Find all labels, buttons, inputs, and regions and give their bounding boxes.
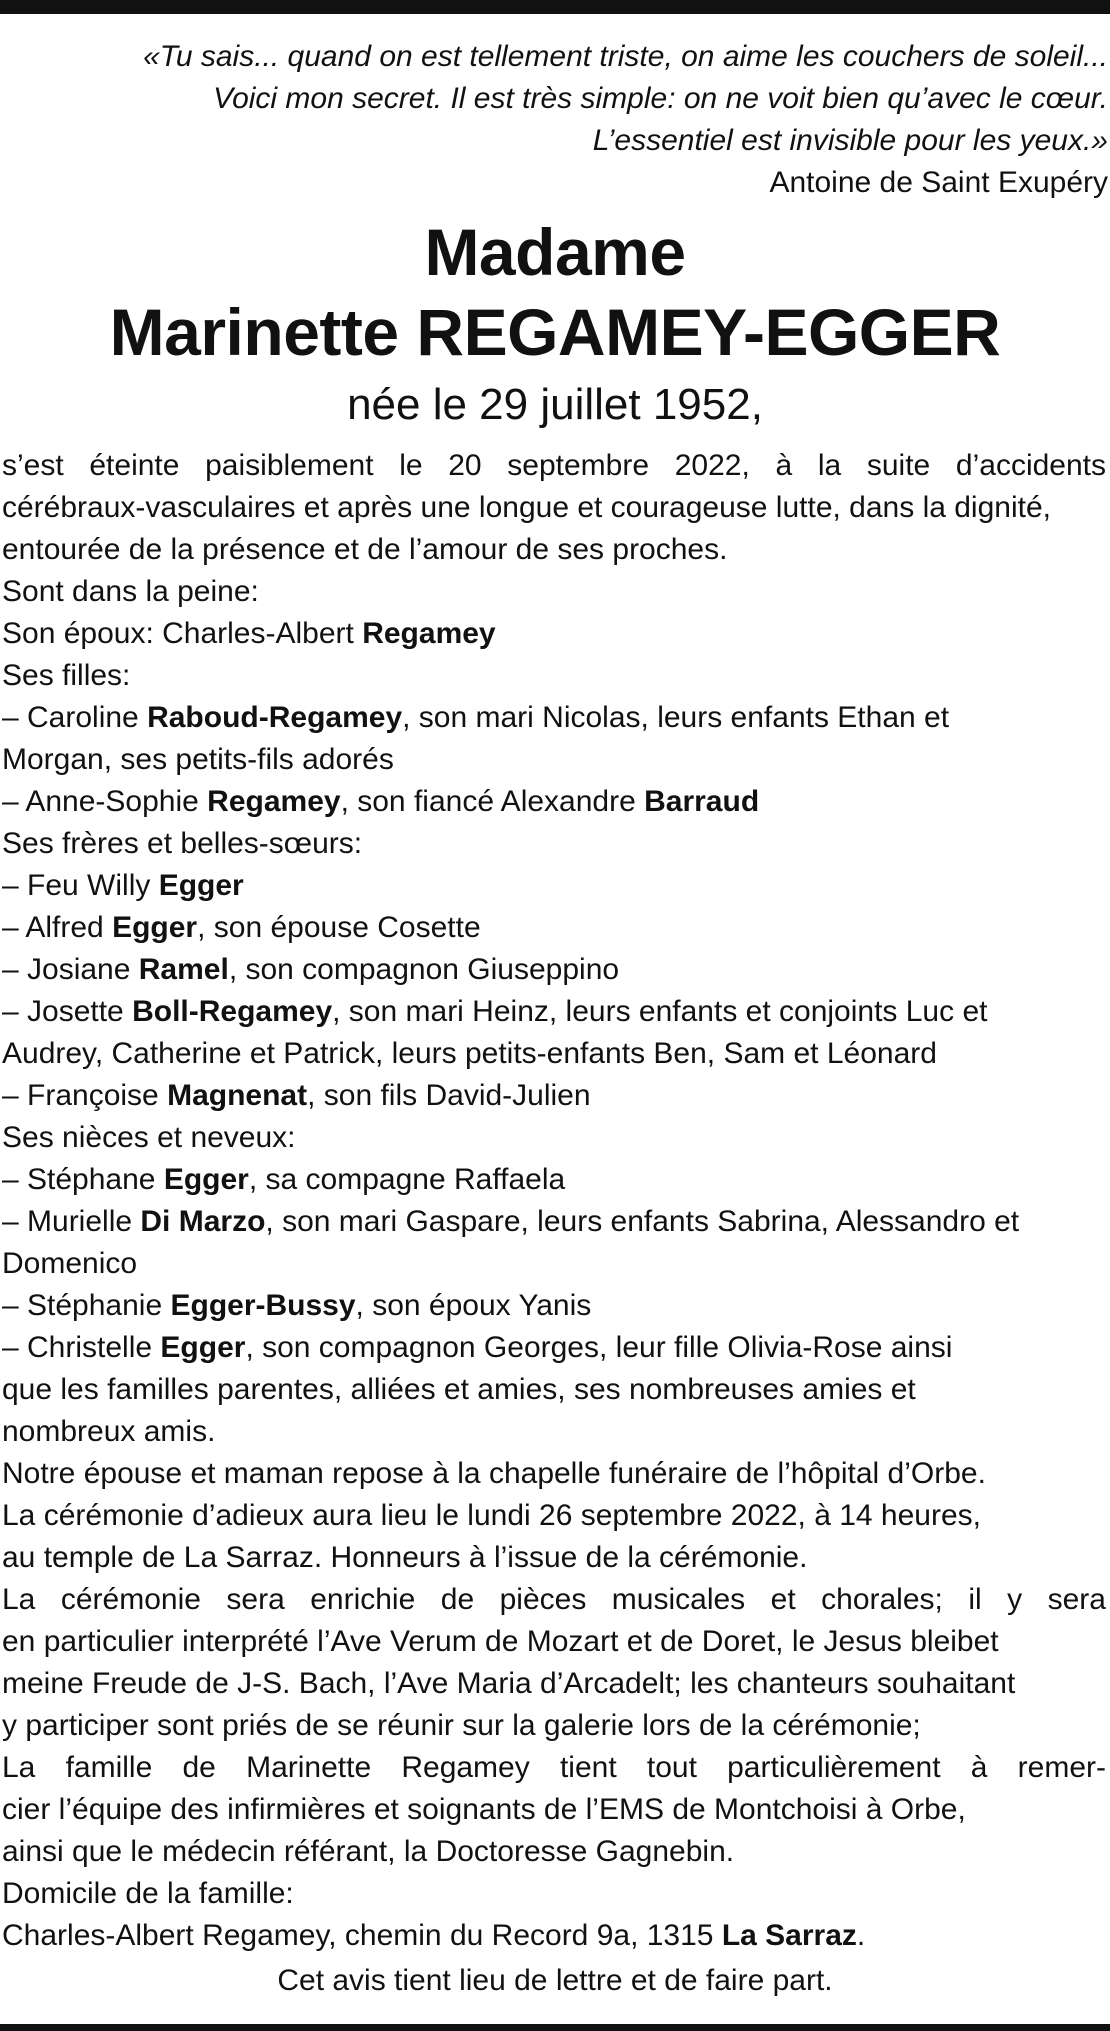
sibling-4-rest: , son mari Heinz, leurs enfants et conjoints Luc et <box>332 995 988 1028</box>
daughter-2-prefix: – Anne-Sophie <box>2 785 208 818</box>
resting-place: Notre épouse et maman repose à la chapelle funéraire de l’hôpital d’Orbe. <box>2 1457 986 1490</box>
sibling-1-surname: Egger <box>158 869 244 902</box>
thanks-line-2: cier l’équipe des infirmières et soignants de l’EMS de Montchoisi à Orbe, <box>2 1793 966 1826</box>
daughters-heading: Ses filles: <box>2 659 131 692</box>
sibling-4-prefix: – Josette <box>2 995 133 1028</box>
sibling-3-rest: , son compagnon Giuseppino <box>228 953 620 986</box>
niece-4-prefix: – Christelle <box>2 1331 161 1364</box>
sibling-1-prefix: – Feu Willy <box>2 869 159 902</box>
sibling-3-prefix: – Josiane <box>2 953 139 986</box>
spouse-prefix: Son époux: Charles-Albert <box>2 617 363 650</box>
bottom-border-rule <box>0 2024 1110 2031</box>
sibling-3-surname: Ramel <box>138 953 229 986</box>
domicile-address <box>2 1915 1106 1957</box>
music-line-3: meine Freude de J-S. Bach, l’Ave Maria d’Arcadelt; les chanteurs souhaitant <box>2 1667 1016 1700</box>
daughter-2-surname: Regamey <box>207 785 341 818</box>
thanks-line-1: La famille de Marinette Regamey tient tout particulièrement à remer- <box>2 1751 1106 1784</box>
niece-2-surname: Di Marzo <box>140 1205 266 1238</box>
niece-4-surname: Egger <box>160 1331 246 1364</box>
quote-line-1: «Tu sais... quand on est tellement triste, on aime les couchers de soleil... <box>143 40 1108 73</box>
spouse-surname: Regamey <box>362 617 496 650</box>
niece-4-continuation-1: que les familles parentes, alliées et amies, ses nombreuses amies et <box>2 1373 916 1406</box>
mourners-heading: Sont dans la peine: <box>2 575 259 608</box>
niece-2-line <box>2 1201 1106 1243</box>
daughter-1-continuation: Morgan, ses petits-fils adorés <box>2 743 394 776</box>
deceased-heading <box>0 212 1110 434</box>
sibling-5-prefix: – Françoise <box>2 1079 168 1112</box>
niece-3-surname: Egger-Bussy <box>170 1289 356 1322</box>
domicile-town: La Sarraz <box>721 1919 857 1952</box>
birth-date: née le 29 juillet 1952, <box>347 380 763 429</box>
salutation: Madame <box>424 215 686 289</box>
niece-2-rest: , son mari Gaspare, leurs enfants Sabrina, Alessandro et <box>265 1205 1020 1238</box>
epigraph-quote <box>18 36 1108 204</box>
music-line-1: La cérémonie sera enrichie de pièces musicales et chorales; il y sera <box>2 1583 1106 1616</box>
siblings-heading: Ses frères et belles-sœurs: <box>2 827 363 860</box>
intro-line-3: entourée de la présence et de l’amour de ses proches. <box>2 533 728 566</box>
niece-3-prefix: – Stéphanie <box>2 1289 171 1322</box>
daughter-1-line <box>2 697 1106 739</box>
sibling-1-line <box>2 865 1106 907</box>
niece-1-prefix: – Stéphane <box>2 1163 164 1196</box>
daughter-2-middle: , son fiancé Alexandre <box>340 785 645 818</box>
daughter-2-fiance-surname: Barraud <box>644 785 760 818</box>
niece-1-rest: , sa compagne Raffaela <box>248 1163 566 1196</box>
domicile-heading: Domicile de la famille: <box>2 1877 294 1910</box>
niece-1-surname: Egger <box>163 1163 249 1196</box>
spouse-line <box>2 613 1106 655</box>
ceremony-line-2: au temple de La Sarraz. Honneurs à l’issue de la cérémonie. <box>2 1541 808 1574</box>
intro-line-1: s’est éteinte paisiblement le 20 septembre 2022, à la suite d’accidents <box>2 449 1106 482</box>
daughter-1-prefix: – Caroline <box>2 701 148 734</box>
sibling-2-surname: Egger <box>112 911 198 944</box>
quote-line-2: Voici mon secret. Il est très simple: on ne voit bien qu’avec le cœur. <box>213 82 1108 115</box>
quote-author: Antoine de Saint Exupéry <box>769 166 1108 199</box>
niece-3-line <box>2 1285 1106 1327</box>
niece-2-prefix: – Murielle <box>2 1205 141 1238</box>
intro-line-2: cérébraux-vasculaires et après une longue et courageuse lutte, dans la dignité, <box>2 491 1051 524</box>
thanks-line-3: ainsi que le médecin référant, la Doctoresse Gagnebin. <box>2 1835 735 1868</box>
niece-1-line <box>2 1159 1106 1201</box>
sibling-2-prefix: – Alfred <box>2 911 113 944</box>
niece-4-rest: , son compagnon Georges, leur fille Olivia-Rose ainsi <box>245 1331 953 1364</box>
niece-4-line <box>2 1327 1106 1369</box>
sibling-3-line <box>2 949 1106 991</box>
domicile-suffix: . <box>856 1919 866 1952</box>
nieces-heading: Ses nièces et neveux: <box>2 1121 296 1154</box>
sibling-5-line <box>2 1075 1106 1117</box>
sibling-5-surname: Magnenat <box>167 1079 308 1112</box>
daughter-2-line <box>2 781 1106 823</box>
sibling-2-line <box>2 907 1106 949</box>
sibling-4-continuation: Audrey, Catherine et Patrick, leurs petits-enfants Ben, Sam et Léonard <box>2 1037 937 1070</box>
notice-body <box>2 445 1106 1957</box>
niece-2-continuation: Domenico <box>2 1247 138 1280</box>
daughter-1-surname: Raboud-Regamey <box>147 701 403 734</box>
sibling-4-surname: Boll-Regamey <box>132 995 333 1028</box>
deceased-name: Marinette REGAMEY-EGGER <box>109 295 1001 369</box>
sibling-4-line <box>2 991 1106 1033</box>
ceremony-line-1: La cérémonie d’adieux aura lieu le lundi 26 septembre 2022, à 14 heures, <box>2 1499 981 1532</box>
sibling-5-rest: , son fils David-Julien <box>307 1079 591 1112</box>
quote-line-3: L’essentiel est invisible pour les yeux.» <box>592 124 1108 157</box>
daughter-1-rest: , son mari Nicolas, leurs enfants Ethan et <box>402 701 950 734</box>
sibling-2-rest: , son épouse Cosette <box>197 911 481 944</box>
music-line-4: y participer sont priés de se réunir sur la galerie lors de la cérémonie; <box>2 1709 921 1742</box>
music-line-2: en particulier interprété l’Ave Verum de Mozart et de Doret, le Jesus bleibet <box>2 1625 999 1658</box>
domicile-prefix: Charles-Albert Regamey, chemin du Record 9a, 1315 <box>2 1919 722 1952</box>
niece-3-rest: , son époux Yanis <box>355 1289 592 1322</box>
closing-statement: Cet avis tient lieu de lettre et de faire part. <box>277 1964 833 1997</box>
niece-4-continuation-2: nombreux amis. <box>2 1415 216 1448</box>
